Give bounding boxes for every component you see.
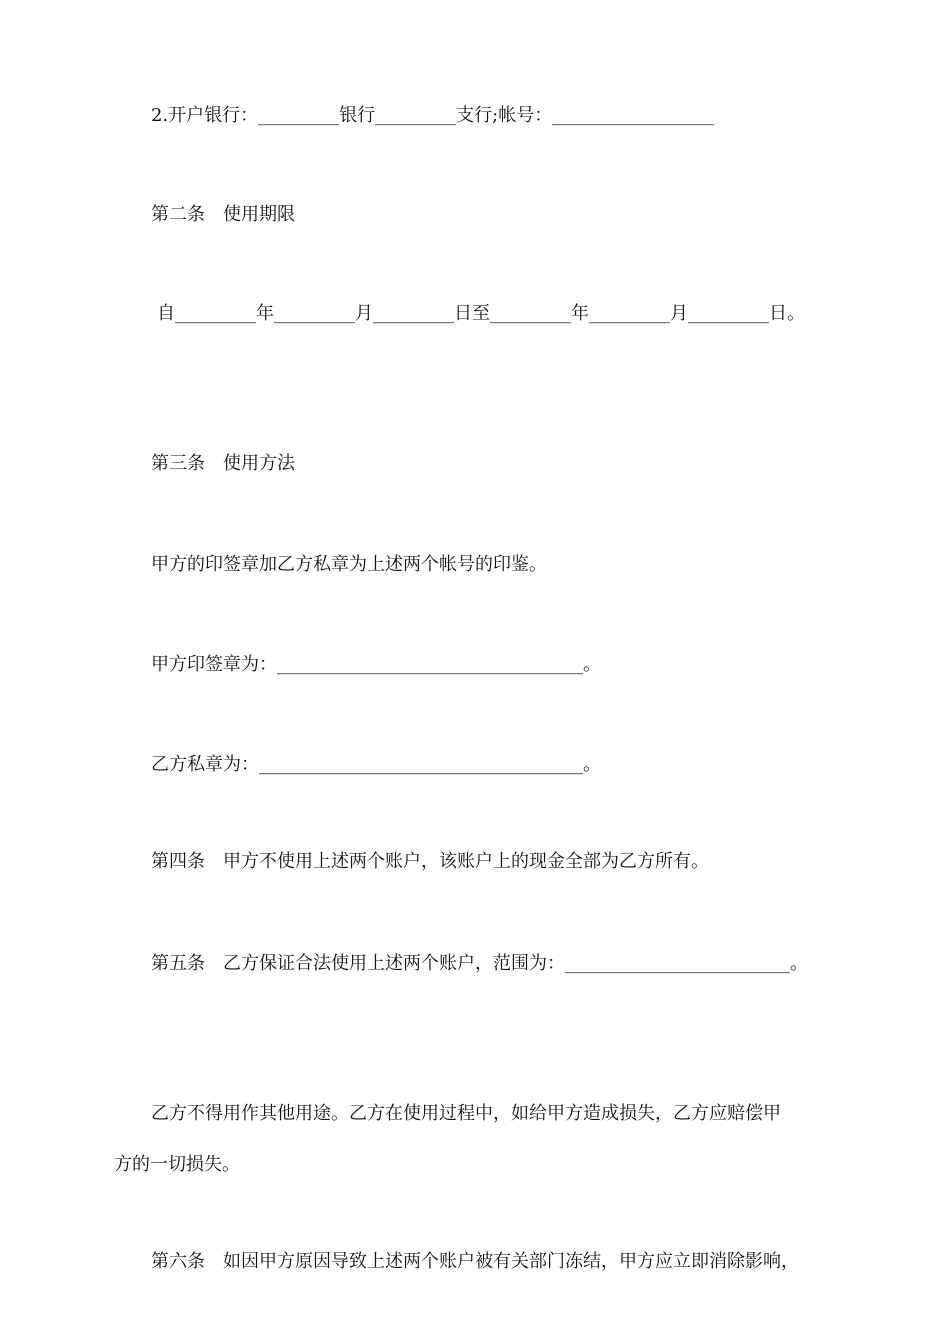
bank-account-line: 2.开户银行：_________银行_________支行;帐号：__________________ (151, 105, 715, 126)
paragraph-line-1: 乙方不得用作其他用途。乙方在使用过程中，如给甲方造成损失，乙方应赔偿甲 (151, 1103, 781, 1124)
article-3-heading: 第三条 使用方法 (151, 453, 295, 474)
usage-period-line: 自_________年_________月_________日至_________年_________月_________日。 (157, 303, 805, 324)
article-5: 第五条 乙方保证合法使用上述两个账户，范围为：_________________________。 (151, 953, 808, 974)
seal-description: 甲方的印签章加乙方私章为上述两个帐号的印鉴。 (151, 554, 547, 575)
party-b-seal-line: 乙方私章为：____________________________________。 (151, 754, 601, 775)
article-6: 第六条 如因甲方原因导致上述两个账户被有关部门冻结，甲方应立即消除影响， (151, 1251, 799, 1272)
paragraph-line-2: 方的一切损失。 (114, 1154, 240, 1175)
article-2-heading: 第二条 使用期限 (151, 204, 295, 225)
party-a-seal-line: 甲方印签章为：__________________________________。 (151, 654, 601, 675)
article-4: 第四条 甲方不使用上述两个账户，该账户上的现金全部为乙方所有。 (151, 851, 709, 872)
